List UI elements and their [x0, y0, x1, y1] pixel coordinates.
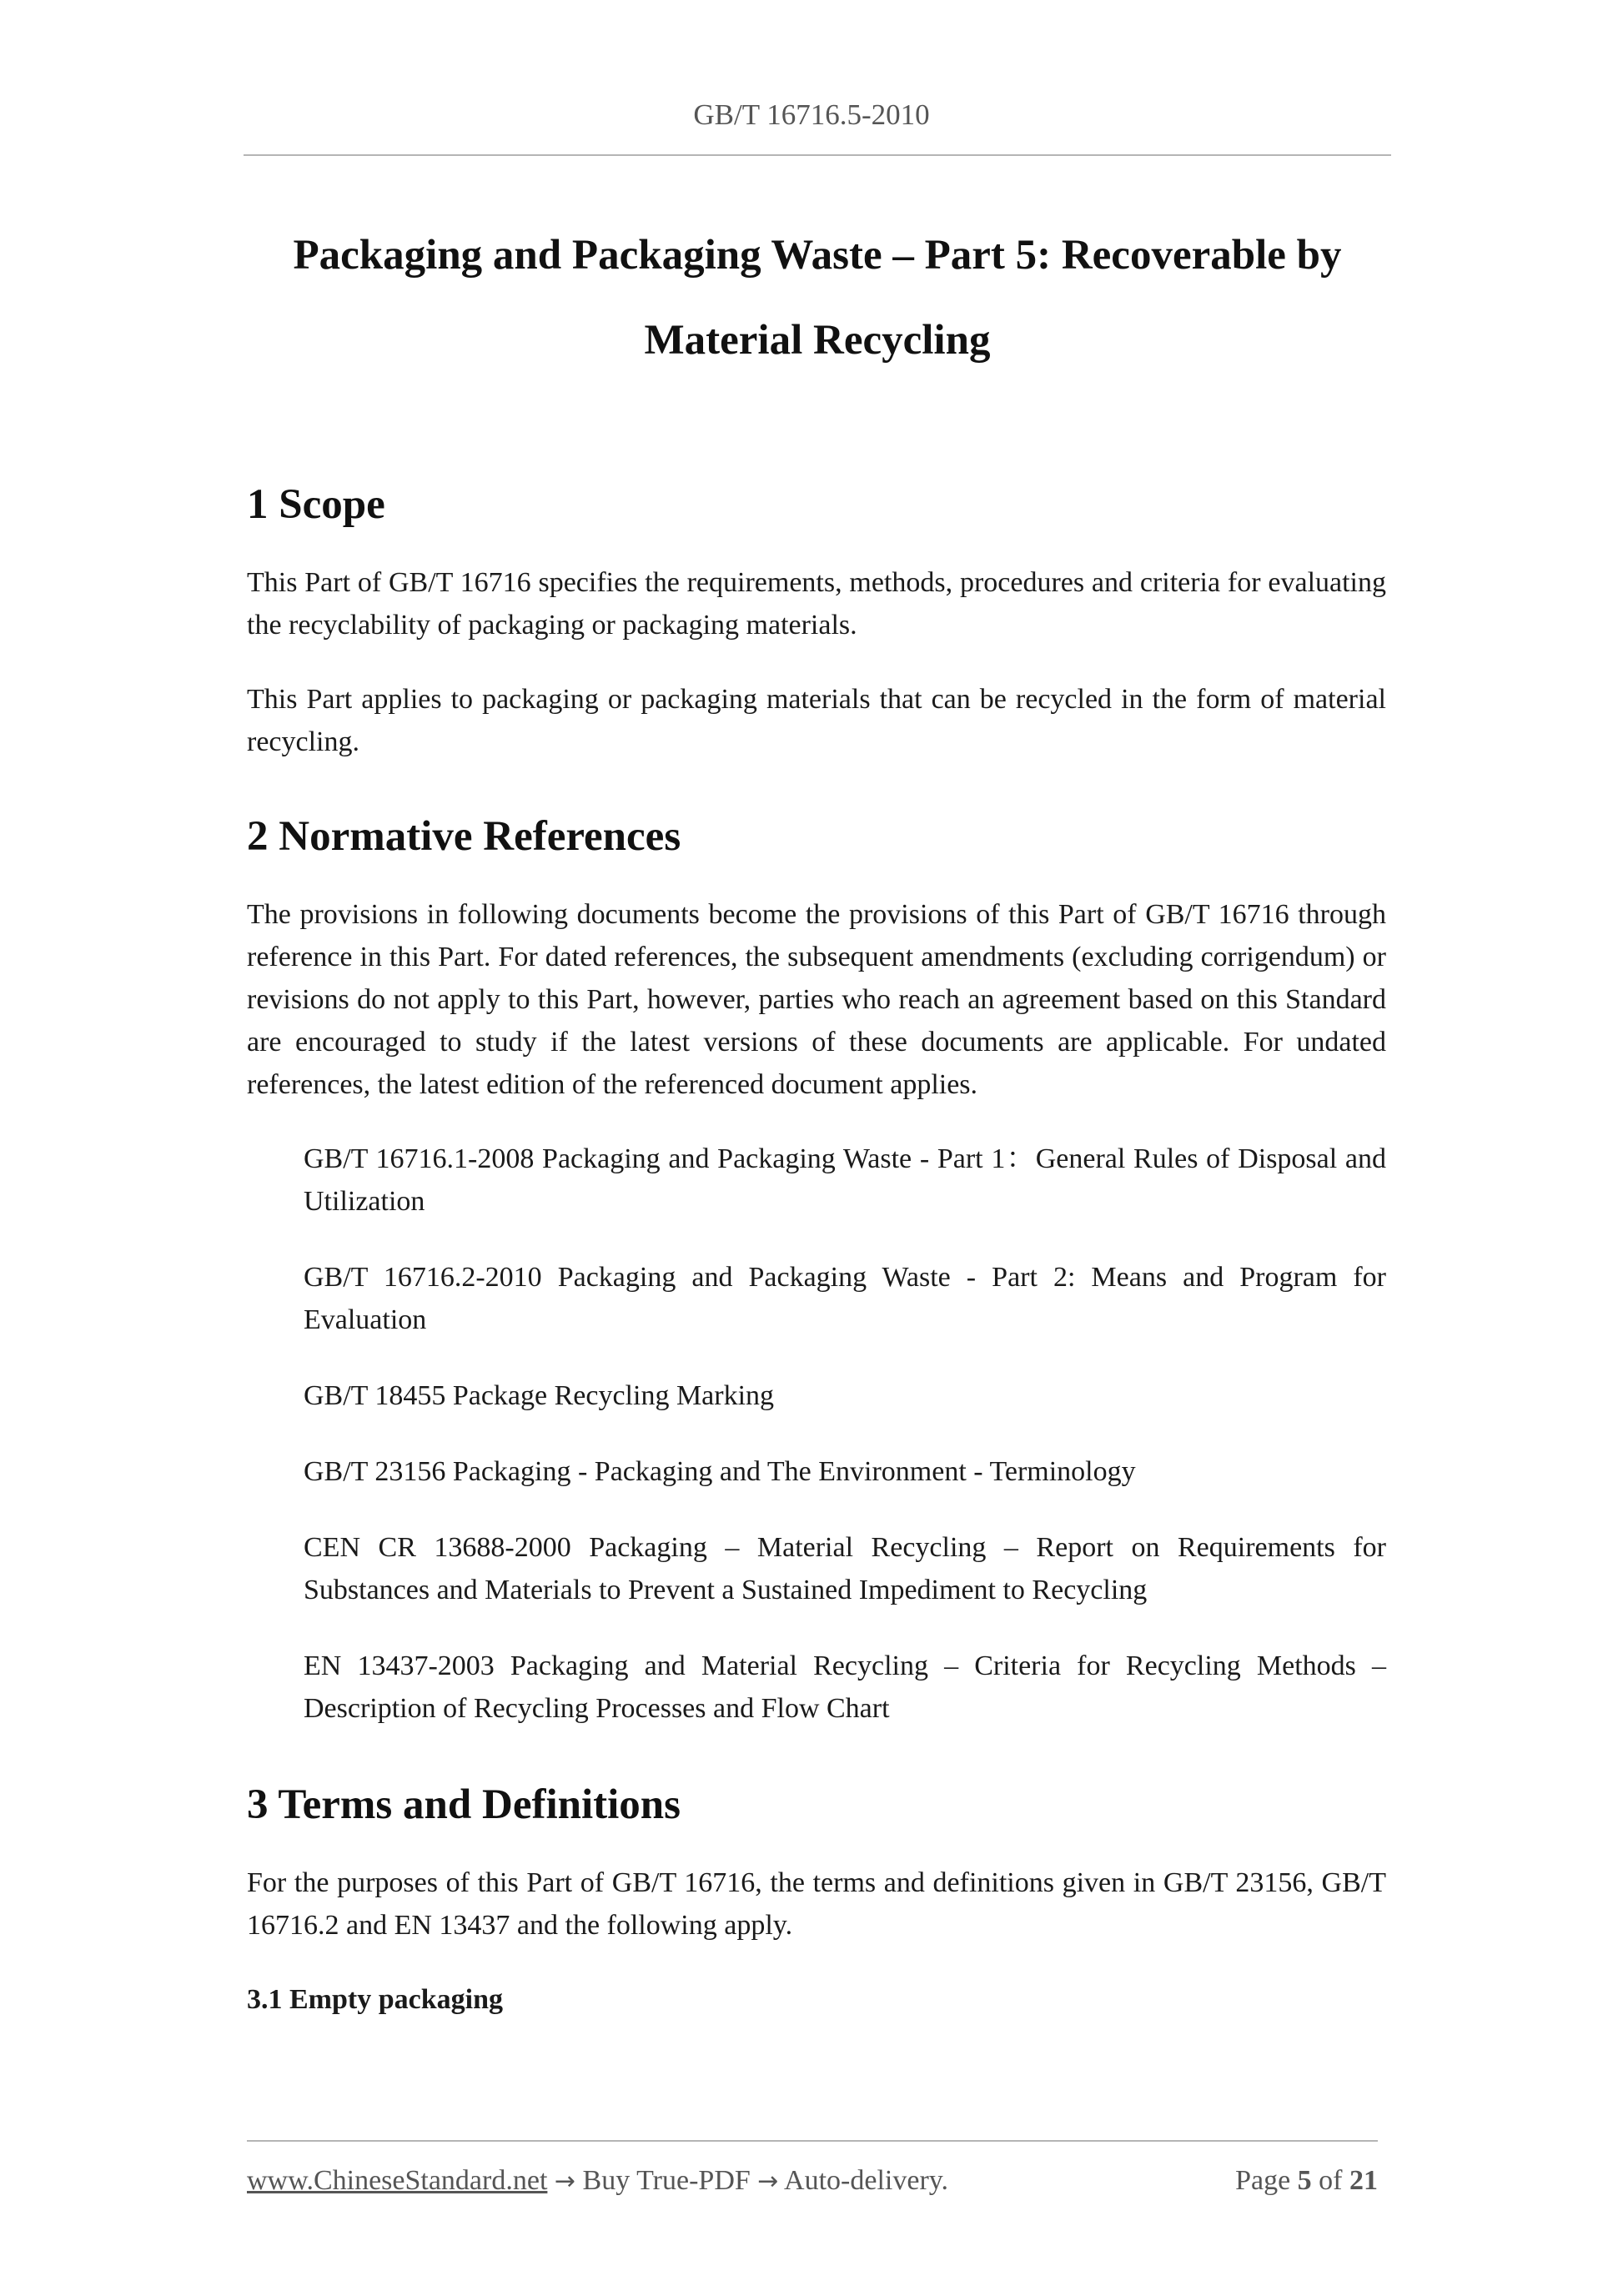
reference-list	[247, 1138, 1386, 1730]
page-indicator	[1235, 2160, 1378, 2202]
reference-item: EN 13437-2003 Packaging and Material Recycling – Criteria for Recycling Methods – Description of Recycling Processes and Flow Chart	[304, 1650, 1386, 1724]
buy-true-pdf-text: Buy True-PDF	[582, 2165, 751, 2196]
reference-item: GB/T 23156 Packaging - Packaging and The Environment - Terminology	[304, 1456, 1136, 1487]
reference-item: GB/T 16716.2-2010 Packaging and Packaging Waste - Part 2: Means and Program for Evaluation	[304, 1262, 1386, 1335]
reference-item: CEN CR 13688-2000 Packaging – Material Recycling – Report on Requirements for Substances and Materials to Prevent a Sustained Impediment to Recycling	[304, 1532, 1386, 1605]
document-title: Packaging and Packaging Waste – Part 5: Recoverable by Material Recycling	[293, 232, 1342, 364]
paragraph: The provisions in following documents become the provisions of this Part of GB/T 16716 through reference in this Part. For dated references, the subsequent amendments (excluding corrigendum) or revisions do not apply to this Part, however, parties who reach an agreement based on this Standard are encouraged to study if the latest versions of these documents are applicable. For undated references, the latest edition of the referenced document applies.	[247, 899, 1386, 1100]
arrow-right-icon: →	[757, 2167, 779, 2196]
subsection-heading-empty-packaging: 3.1 Empty packaging	[247, 1984, 503, 2015]
section-heading-terms-definitions: 3 Terms and Definitions	[247, 1781, 681, 1828]
paragraph: This Part applies to packaging or packaging materials that can be recycled in the form of material recycling.	[247, 684, 1386, 757]
paragraph: This Part of GB/T 16716 specifies the requirements, methods, procedures and criteria for evaluating the recyclability of packaging or packaging materials.	[247, 567, 1386, 641]
reference-item: GB/T 18455 Package Recycling Marking	[304, 1380, 775, 1411]
page-current: 5	[1297, 2165, 1312, 2196]
page-of-label: of	[1319, 2165, 1343, 2196]
arrow-right-icon: →	[554, 2167, 576, 2196]
section-heading-scope: 1 Scope	[247, 481, 385, 528]
header-divider	[244, 154, 1391, 156]
page-total: 21	[1349, 2165, 1378, 2196]
section-heading-normative-references: 2 Normative References	[247, 813, 681, 860]
page-label: Page	[1235, 2165, 1291, 2196]
paragraph: For the purposes of this Part of GB/T 16716, the terms and definitions given in GB/T 23156, GB/T 16716.2 and EN 13437 and the following apply.	[247, 1867, 1386, 1941]
running-header-doc-number: GB/T 16716.5-2010	[693, 98, 930, 131]
site-link[interactable]: www.ChineseStandard.net	[247, 2165, 548, 2196]
reference-item: GB/T 16716.1-2008 Packaging and Packaging Waste - Part 1：General Rules of Disposal and Utilization	[304, 1143, 1386, 1217]
footer-divider	[247, 2140, 1378, 2142]
document-body	[247, 463, 1386, 2021]
auto-delivery-text: Auto-delivery.	[784, 2165, 949, 2196]
footer-purchase-info	[247, 2160, 948, 2203]
